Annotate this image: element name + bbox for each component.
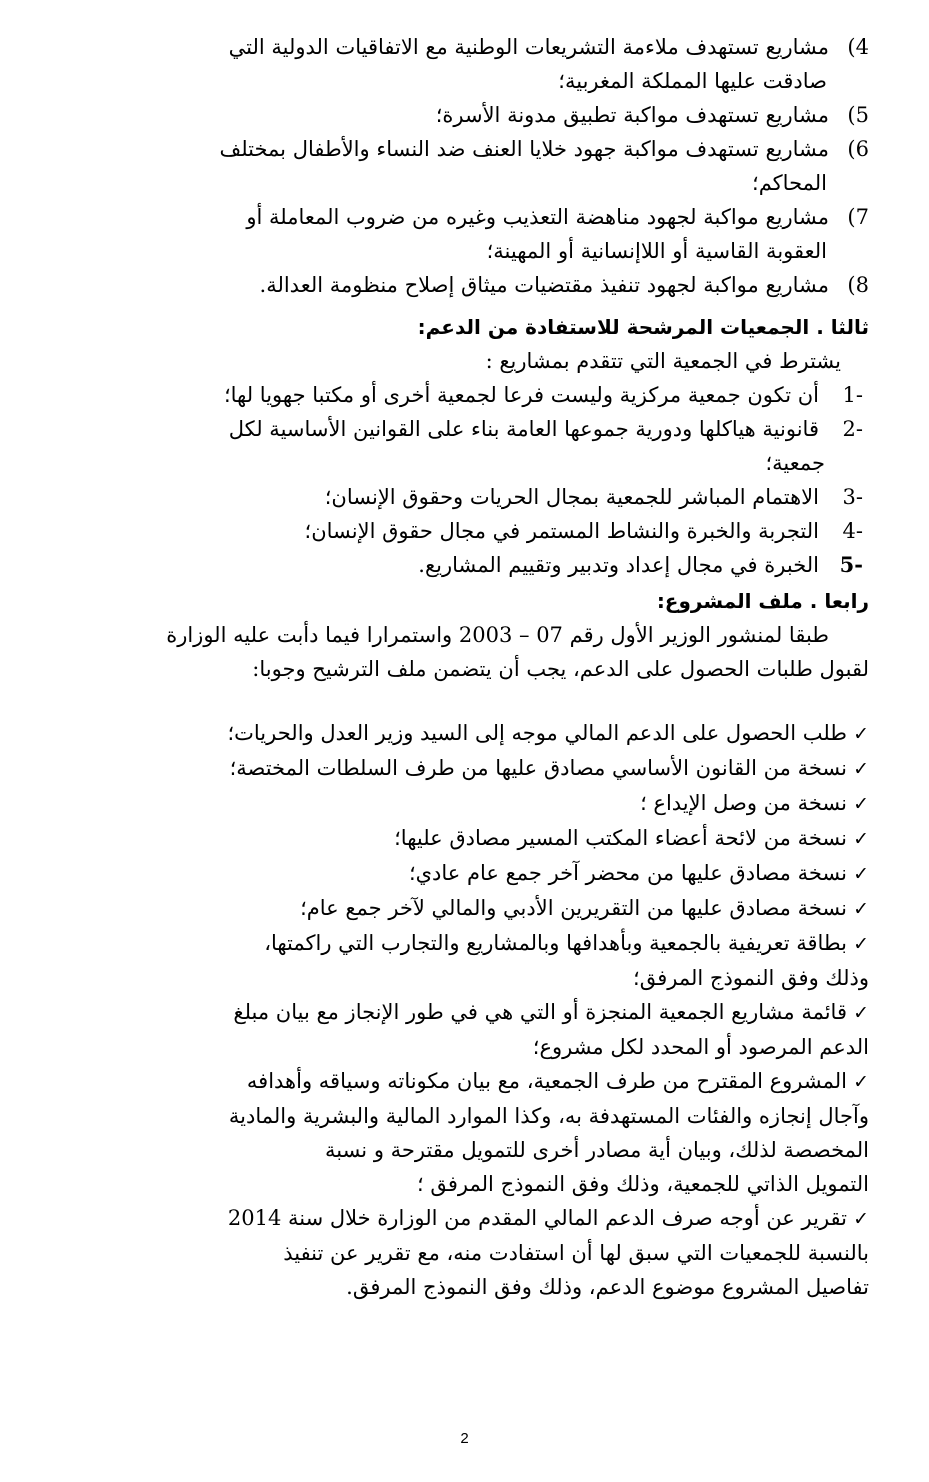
checklist-item: ✓نسخة مصادق عليها من محضر آخر جمع عام عادي؛: [36, 856, 869, 891]
checklist-continuation: المخصصة لذلك، وبيان أية مصادر أخرى للتمويل مقترحة و نسبة: [324, 1138, 869, 1162]
checklist-continuation: بالنسبة للجمعيات التي سبق لها أن استفادت منه، مع تقرير عن تنفيذ: [283, 1241, 869, 1265]
checkmark-icon: ✓: [853, 863, 869, 885]
list-item: [36, 200, 869, 268]
checklist-item: ✓نسخة مصادق عليها من التقريرين الأدبي والمالي لآخر جمع عام؛: [36, 891, 869, 926]
condition-continuation: جمعية؛: [765, 451, 825, 475]
list-line: 6)مشاريع تستهدف مواكبة جهود خلايا العنف ضد النساء والأطفال بمختلف: [36, 132, 869, 166]
checkmark-icon: ✓: [853, 898, 869, 920]
checkmark-icon: ✓: [853, 933, 869, 955]
projects-list: [36, 30, 869, 302]
section-intro-line: لقبول طلبات الحصول على الدعم، يجب أن يتضمن ملف الترشيح وجوبا:: [252, 657, 869, 681]
checkmark-icon: ✓: [853, 723, 869, 745]
list-item: [36, 268, 869, 302]
list-item: [36, 132, 869, 200]
condition-item: -3الاهتمام المباشر للجمعية بمجال الحريات وحقوق الإنسان؛: [36, 480, 869, 514]
checklist-continuation: الدعم المرصود أو المحدد لكل مشروع؛: [532, 1035, 869, 1059]
list-number: 7): [847, 205, 869, 229]
checklist-item: ✓نسخة من القانون الأساسي مصادق عليها من طرف السلطات المختصة؛: [36, 751, 869, 786]
condition-number: -5: [839, 552, 863, 577]
condition-number: -2: [842, 417, 863, 441]
list-line: صادقت عليها المملكة المغربية؛: [558, 69, 827, 93]
checkmark-icon: ✓: [853, 758, 869, 780]
list-line: 5)مشاريع تستهدف مواكبة تطبيق مدونة الأسرة؛: [36, 98, 869, 132]
checklist-item: ✓تقرير عن أوجه صرف الدعم المالي المقدم من الوزارة خلال سنة 2014: [36, 1201, 869, 1236]
list-line: العقوبة القاسية أو اللاإنسانية أو المهينة؛: [486, 239, 827, 263]
checklist: [36, 716, 869, 1304]
list-number: 8): [847, 273, 869, 297]
list-item: [36, 98, 869, 132]
section-heading-eligible-associations: ثالثا . الجمعيات المرشحة للاستفادة من الدعم:: [417, 315, 869, 339]
list-number: 5): [847, 103, 869, 127]
checklist-continuation: التمويل الذاتي للجمعية، وذلك وفق النموذج المرفق ؛: [417, 1172, 869, 1196]
condition-number: -3: [842, 485, 863, 509]
checklist-item: ✓بطاقة تعريفية بالجمعية وبأهدافها وبالمشاريع والتجارب التي راكمتها،: [36, 926, 869, 961]
condition-item: -4التجربة والخبرة والنشاط المستمر في مجال حقوق الإنسان؛: [36, 514, 869, 548]
checkmark-icon: ✓: [853, 1071, 869, 1093]
checklist-item: ✓نسخة من لائحة أعضاء المكتب المسير مصادق عليها؛: [36, 821, 869, 856]
list-number: 6): [847, 137, 869, 161]
checklist-continuation: وآجال إنجازه والفئات المستهدفة به، وكذا الموارد المالية والبشرية والمادية: [228, 1104, 869, 1128]
condition-item: -1أن تكون جمعية مركزية وليست فرعا لجمعية أخرى أو مكتبا جهويا لها؛: [36, 378, 869, 412]
checklist-item: ✓نسخة من وصل الإيداع ؛: [36, 786, 869, 821]
conditions-list: [36, 378, 869, 582]
list-line: 7)مشاريع مواكبة لجهود مناهضة التعذيب وغيره من ضروب المعاملة أو: [36, 200, 869, 234]
list-line: المحاكم؛: [752, 171, 827, 195]
list-line: 4)مشاريع تستهدف ملاءمة التشريعات الوطنية مع الاتفاقيات الدولية التي: [36, 30, 869, 64]
checkmark-icon: ✓: [853, 828, 869, 850]
list-number: 4): [847, 35, 869, 59]
section-heading-project-file: رابعا . ملف المشروع:: [656, 589, 869, 613]
condition-item: -5الخبرة في مجال إعداد وتدبير وتقييم المشاريع.: [36, 548, 869, 582]
condition-number: -1: [842, 383, 863, 407]
spacer: [36, 686, 869, 716]
document-page: [36, 30, 869, 1304]
checkmark-icon: ✓: [853, 793, 869, 815]
checklist-continuation: تفاصيل المشروع موضوع الدعم، وذلك وفق النموذج المرفق.: [346, 1275, 869, 1299]
checkmark-icon: ✓: [853, 1208, 869, 1230]
checklist-item: ✓طلب الحصول على الدعم المالي موجه إلى السيد وزير العدل والحريات؛: [36, 716, 869, 751]
section-intro-line: طبقا لمنشور الوزير الأول رقم 07 – 2003 واستمرارا فيما دأبت عليه الوزارة: [166, 623, 829, 647]
page-number: 2: [460, 1430, 469, 1447]
checklist-item: ✓قائمة مشاريع الجمعية المنجزة أو التي هي في طور الإنجاز مع بيان مبلغ: [36, 995, 869, 1030]
condition-number: -4: [842, 519, 863, 543]
list-line: 8)مشاريع مواكبة لجهود تنفيذ مقتضيات ميثاق إصلاح منظومة العدالة.: [36, 268, 869, 302]
list-item: [36, 30, 869, 98]
checklist-item: ✓المشروع المقترح من طرف الجمعية، مع بيان مكوناته وسياقه وأهدافه: [36, 1064, 869, 1099]
checkmark-icon: ✓: [853, 1002, 869, 1024]
section-intro: يشترط في الجمعية التي تتقدم بمشاريع :: [485, 349, 841, 373]
condition-item: -2قانونية هياكلها ودورية جموعها العامة بناء على القوانين الأساسية لكل: [36, 412, 869, 446]
checklist-continuation: وذلك وفق النموذج المرفق؛: [633, 966, 869, 990]
